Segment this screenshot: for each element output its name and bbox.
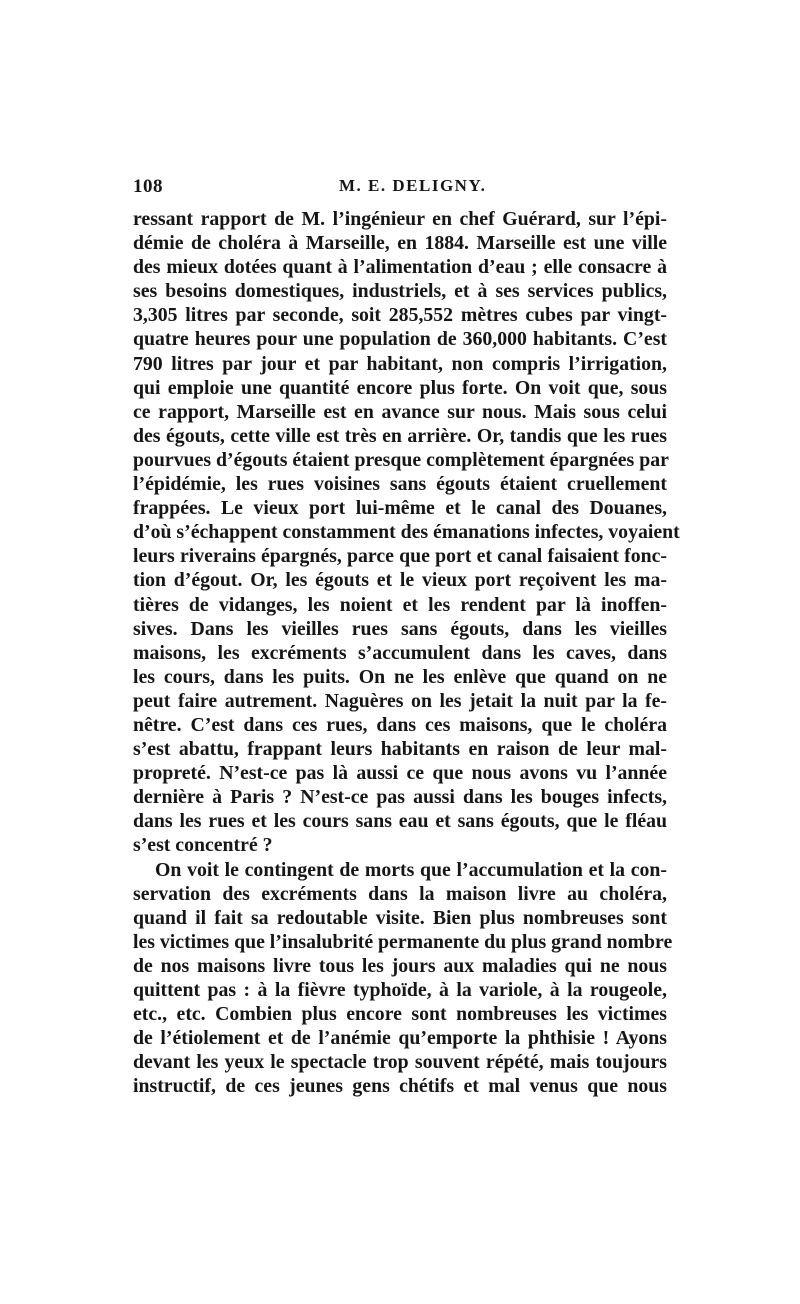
body-text [133,207,680,1098]
text-line: servation des excréments dans la maison livre au choléra, [133,882,667,905]
text-line: quittent pas : à la fièvre typhoïde, à la variole, à la rougeole, [133,979,667,1001]
text-line: 3,305 litres par seconde, soit 285,552 mètres cubes par vingt- [133,304,667,327]
text-line: 790 litres par jour et par habitant, non compris l’irrigation, [133,352,667,375]
text-line: ses besoins domestiques, industriels, et à ses services publics, [133,280,667,303]
text-line: dernière à Paris ? N’est-ce pas aussi dans les bouges infects, [133,786,667,809]
text-line: de nos maisons livre tous les jours aux maladies qui ne nous [133,954,667,977]
text-line: des mieux dotées quant à l’alimentation d’eau ; elle consacre à [133,256,667,279]
text-line: ressant rapport de M. l’ingénieur en chef Guérard, sur l’épi- [133,208,667,230]
running-title: M. E. DELIGNY. [339,176,487,195]
text-line: nêtre. C’est dans ces rues, dans ces maisons, que le choléra [133,713,667,736]
text-line: peut faire autrement. Naguères on les jetait la nuit par la fe- [133,689,667,712]
text-line: tion d’égout. Or, les égouts et le vieux port reçoivent les ma- [133,569,667,592]
text-line: d’où s’échappent constamment des émanations infectes, voyaient [133,521,680,544]
text-line: s’est concentré ? [133,834,273,857]
text-line: etc., etc. Combien plus encore sont nombreuses les victimes [133,1003,667,1026]
paragraph-1 [133,207,680,858]
text-line: de l’étiolement et de l’anémie qu’emporte la phthisie ! Ayons [133,1027,667,1050]
text-line: les victimes que l’insalubrité permanente du plus grand nombre [133,930,673,953]
text-line: instructif, de ces jeunes gens chétifs et mal venus que nous [133,1075,667,1098]
text-line: les cours, dans les puits. On ne les enlève que quand on ne [133,665,667,688]
text-line: s’est abattu, frappant leurs habitants en raison de leur mal- [133,738,667,761]
text-line: On voit le contingent de morts que l’accumulation et la con- [155,858,667,881]
text-line: pourvues d’égouts étaient presque complètement épargnées par [133,448,669,471]
text-line: démie de choléra à Marseille, en 1884. Marseille est une ville [133,232,667,255]
text-line: qui emploie une quantité encore plus forte. On voit que, sous [133,376,667,399]
text-line: devant les yeux le spectacle trop souvent répété, mais toujours [133,1051,667,1074]
text-line: tières de vidanges, les noient et les rendent par là inoffen- [133,593,667,616]
text-line: quatre heures pour une population de 360,000 habitants. C’est [133,328,667,351]
text-line: des égouts, cette ville est très en arrière. Or, tandis que les rues [133,424,667,447]
running-header [133,176,667,202]
paragraph-2 [133,858,673,1099]
text-line: ce rapport, Marseille est en avance sur nous. Mais sous celui [133,400,667,423]
text-line: dans les rues et les cours sans eau et sans égouts, que le fléau [133,810,667,833]
text-line: quand il fait sa redoutable visite. Bien plus nombreuses sont [133,906,667,929]
text-line: sives. Dans les vieilles rues sans égouts, dans les vieilles [133,617,667,640]
text-line: l’épidémie, les rues voisines sans égouts étaient cruellement [133,473,667,496]
page-number: 108 [133,176,163,197]
text-line: frappées. Le vieux port lui-même et le canal des Douanes, [133,497,667,520]
text-line: leurs riverains épargnés, parce que port et canal faisaient fonc- [133,545,667,568]
text-line: propreté. N’est-ce pas là aussi ce que nous avons vu l’année [133,762,667,785]
text-line: maisons, les excréments s’accumulent dans les caves, dans [133,641,667,664]
